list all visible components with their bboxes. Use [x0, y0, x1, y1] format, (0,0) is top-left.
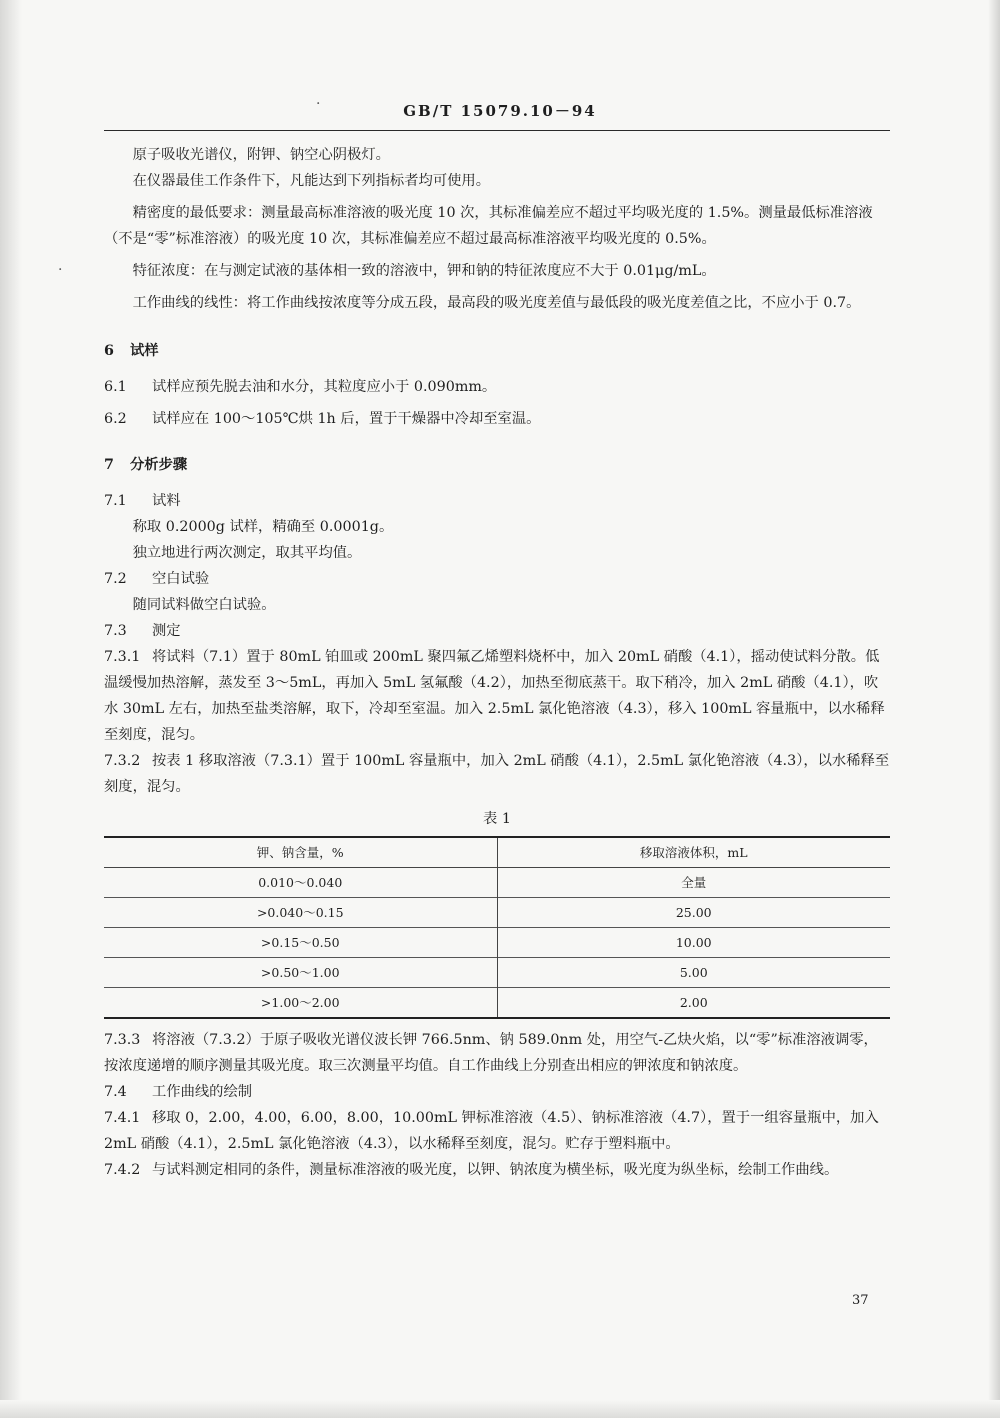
clause-number: 7.3.1	[104, 649, 141, 665]
section-title: 分析步骤	[130, 457, 188, 473]
paragraph: 特征浓度：在与测定试液的基体相一致的溶液中，钾和钠的特征浓度应不大于 0.01μg/mL。	[132, 263, 716, 279]
clause-title: 空白试验	[152, 571, 210, 587]
standard-number-header: GB/T 15079.10－94	[403, 102, 597, 120]
clause-7-4-2	[104, 1157, 890, 1183]
clause-number: 7.3.3	[104, 1032, 141, 1048]
clause-number: 7.3.2	[104, 753, 141, 769]
table-cell: >0.040～0.15	[104, 898, 497, 928]
table-header-row	[104, 837, 890, 868]
clause-number: 7.2	[104, 571, 127, 587]
scan-edge-right	[988, 0, 1000, 1418]
table-cell: 全量	[497, 868, 890, 898]
clause-title: 工作曲线的绘制	[152, 1084, 253, 1100]
table-cell: 2.00	[497, 988, 890, 1019]
table-row	[104, 898, 890, 928]
clause-number: 7.4.1	[104, 1110, 141, 1126]
clause-6-1	[104, 374, 890, 400]
table-cell: >0.15～0.50	[104, 928, 497, 958]
scan-speck: ·	[58, 262, 63, 278]
section-title: 试样	[130, 343, 159, 359]
header-rule	[104, 130, 890, 131]
clause-7-4	[104, 1079, 890, 1105]
clause-number: 7.3	[104, 623, 127, 639]
clause-text: 与试料测定相同的条件，测量标准溶液的吸光度，以钾、钠浓度为横坐标，吸光度为纵坐标，绘制工作曲线。	[152, 1162, 839, 1178]
page-number: 37	[852, 1293, 869, 1308]
table-cell: >1.00～2.00	[104, 988, 497, 1019]
column-header: 钾、钠含量，%	[104, 837, 497, 868]
section-number: 7	[104, 457, 114, 473]
clause-7-3	[104, 618, 890, 644]
clause-7-1	[104, 488, 890, 514]
page-content	[104, 142, 890, 1183]
clause-number: 6.1	[104, 379, 127, 395]
clause-7-3-1	[104, 644, 890, 748]
column-header: 移取溶液体积，mL	[497, 837, 890, 868]
clause-7-2	[104, 566, 890, 592]
table-row	[104, 988, 890, 1019]
paragraph: 精密度的最低要求：测量最高标准溶液的吸光度 10 次，其标准偏差应不超过平均吸光度的 1.5%。测量最低标准溶液（不是“零”标准溶液）的吸光度 10 次，其标准偏差应不超过最高标准溶液平均吸光度的 0.5%。	[104, 205, 873, 247]
scan-edge-left	[0, 0, 22, 1418]
table-1	[104, 836, 890, 1019]
section-number: 6	[104, 343, 114, 359]
clause-7-4-1	[104, 1105, 890, 1157]
table-cell: 0.010～0.040	[104, 868, 497, 898]
table-title: 表 1	[483, 811, 511, 827]
scan-speck: ·	[316, 96, 321, 112]
clause-title: 试料	[152, 493, 181, 509]
paragraph: 称取 0.2000g 试样，精确至 0.0001g。	[132, 519, 394, 535]
clause-number: 6.2	[104, 411, 127, 427]
scan-edge-bottom	[0, 1400, 1000, 1418]
paragraph: 随同试料做空白试验。	[132, 597, 276, 613]
paragraph: 原子吸收光谱仪，附钾、钠空心阴极灯。	[132, 147, 390, 163]
clause-text: 按表 1 移取溶液（7.3.1）置于 100mL 容量瓶中，加入 2mL 硝酸（4.1），2.5mL 氯化铯溶液（4.3），以水稀释至刻度，混匀。	[104, 753, 890, 795]
clause-text: 试样应预先脱去油和水分，其粒度应小于 0.090mm。	[152, 379, 497, 395]
clause-text: 移取 0，2.00，4.00，6.00，8.00，10.00mL 钾标准溶液（4.5）、钠标准溶液（4.7），置于一组容量瓶中，加入 2mL 硝酸（4.1），2.5mL 氯化铯溶液（4.3），以水稀释至刻度，混匀。贮存于塑料瓶中。	[104, 1110, 879, 1152]
table-cell: 25.00	[497, 898, 890, 928]
table-cell: 5.00	[497, 958, 890, 988]
table-cell: 10.00	[497, 928, 890, 958]
clause-number: 7.4	[104, 1084, 127, 1100]
paragraph: 独立地进行两次测定，取其平均值。	[132, 545, 362, 561]
clause-text: 试样应在 100～105℃烘 1h 后，置于干燥器中冷却至室温。	[152, 411, 541, 427]
paragraph: 在仪器最佳工作条件下，凡能达到下列指标者均可使用。	[132, 173, 491, 189]
clause-7-3-2	[104, 748, 890, 800]
table-row	[104, 928, 890, 958]
table-row	[104, 958, 890, 988]
table-row	[104, 868, 890, 898]
clause-7-3-3	[104, 1027, 890, 1079]
section-heading-7	[104, 452, 890, 478]
clause-text: 将溶液（7.3.2）于原子吸收光谱仪波长钾 766.5nm、钠 589.0nm 处，用空气-乙炔火焰，以“零”标准溶液调零，按浓度递增的顺序测量其吸光度。取三次测量平均值。自工作曲线上分别查出相应的钾浓度和钠浓度。	[104, 1032, 878, 1074]
clause-6-2	[104, 406, 890, 432]
table-cell: >0.50～1.00	[104, 958, 497, 988]
paragraph: 工作曲线的线性：将工作曲线按浓度等分成五段，最高段的吸光度差值与最低段的吸光度差值之比，不应小于 0.7。	[132, 295, 861, 311]
clause-number: 7.4.2	[104, 1162, 141, 1178]
clause-number: 7.1	[104, 493, 127, 509]
clause-text: 将试料（7.1）置于 80mL 铂皿或 200mL 聚四氟乙烯塑料烧杯中，加入 20mL 硝酸（4.1），摇动使试料分散。低温缓慢加热溶解，蒸发至 3～5mL，再加入 5mL 氢氟酸（4.2），加热至彻底蒸干。取下稍冷，加入 2mL 硝酸（4.1），吹水 30mL 左右，加热至盐类溶解，取下，冷却至室温。加入 2.5mL 氯化铯溶液（4.3），移入 100mL 容量瓶中，以水稀释至刻度，混匀。	[104, 649, 885, 743]
clause-title: 测定	[152, 623, 181, 639]
section-heading-6	[104, 338, 890, 364]
